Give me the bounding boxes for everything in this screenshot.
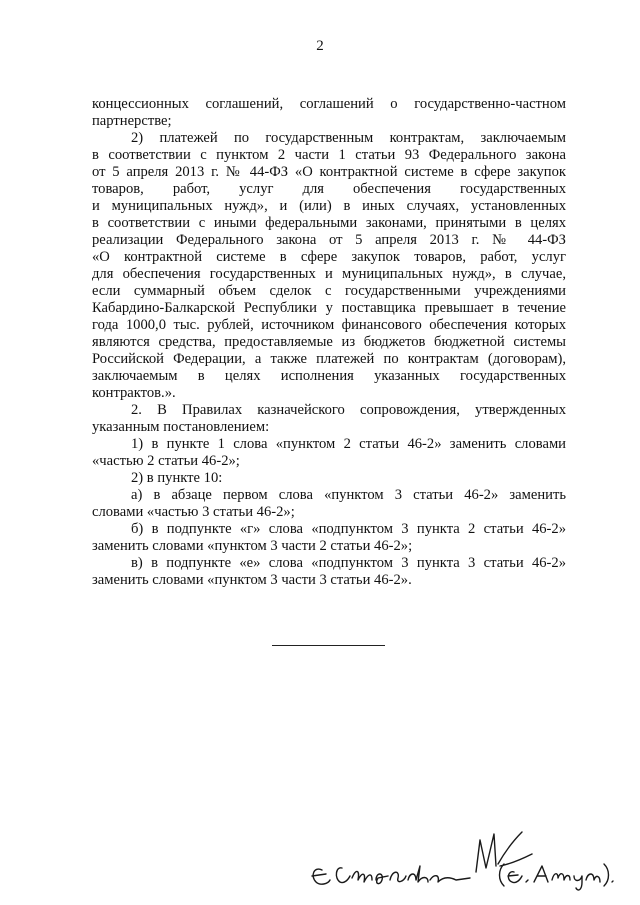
text-line: года 1000,0 тыс. рублей, источником финансового обеспечения которых [92, 317, 566, 333]
text-line: Кабардино-Балкарской Республики у поставщика превышает в течение [92, 300, 566, 316]
text-line: «частью 2 статьи 46-2»; [92, 453, 240, 469]
text-line: словами «частью 3 статьи 46-2»; [92, 504, 295, 520]
text-line: для обеспечения государственных и муниципальных нужд», в случае, [92, 266, 566, 282]
text-line: являются средства, предоставляемые из бюджетов бюджетной системы [92, 334, 566, 350]
text-line: 2. В Правилах казначейского сопровождения, утвержденных [131, 402, 566, 418]
text-line: б) в подпункте «г» слова «подпунктом 3 пункта 2 статьи 46-2» [131, 521, 566, 537]
text-line: и муниципальных нужд», и (или) в иных случаях, установленных [92, 198, 566, 214]
text-line: в соответствии с пунктом 2 части 1 статьи 93 Федерального закона [92, 147, 566, 163]
text-line: указанным постановлением: [92, 419, 270, 435]
text-line: заменить словами «пунктом 3 части 3 статьи 46-2». [92, 572, 412, 588]
end-separator [272, 645, 385, 646]
text-line: реализации Федерального закона от 5 апреля 2013 г. № 44-ФЗ [92, 232, 566, 248]
text-line: партнерстве; [92, 113, 172, 129]
text-line: товаров, работ, услуг для обеспечения государственных [92, 181, 566, 197]
text-line: «О контрактной системе в сфере закупок товаров, работ, услуг [92, 249, 566, 265]
text-line: 2) в пункте 10: [131, 470, 223, 486]
text-line: если суммарный объем сделок с государственными учреждениями [92, 283, 566, 299]
text-line: контрактов.». [92, 385, 176, 401]
page-number: 2 [316, 38, 324, 54]
text-line: 2) платежей по государственным контрактам, заключаемым [131, 130, 566, 146]
text-line: в) в подпункте «е» слова «подпунктом 3 пункта 3 статьи 46-2» [131, 555, 566, 571]
handwritten-signature [300, 820, 620, 905]
text-line: заменить словами «пунктом 3 части 2 статьи 46-2»; [92, 538, 413, 554]
text-line: в соответствии с иными федеральными законами, принятыми в целях [92, 215, 566, 231]
text-line: концессионных соглашений, соглашений о государственно-частном [92, 96, 566, 112]
text-line: Российской Федерации, а также платежей по контрактам (договорам), [92, 351, 566, 367]
text-line: а) в абзаце первом слова «пунктом 3 статьи 46-2» заменить [131, 487, 566, 503]
text-line: заключаемым в целях исполнения указанных государственных [92, 368, 566, 384]
text-line: 1) в пункте 1 слова «пунктом 2 статьи 46-2» заменить словами [131, 436, 566, 452]
text-line: от 5 апреля 2013 г. № 44-ФЗ «О контрактной системе в сфере закупок [92, 164, 566, 180]
